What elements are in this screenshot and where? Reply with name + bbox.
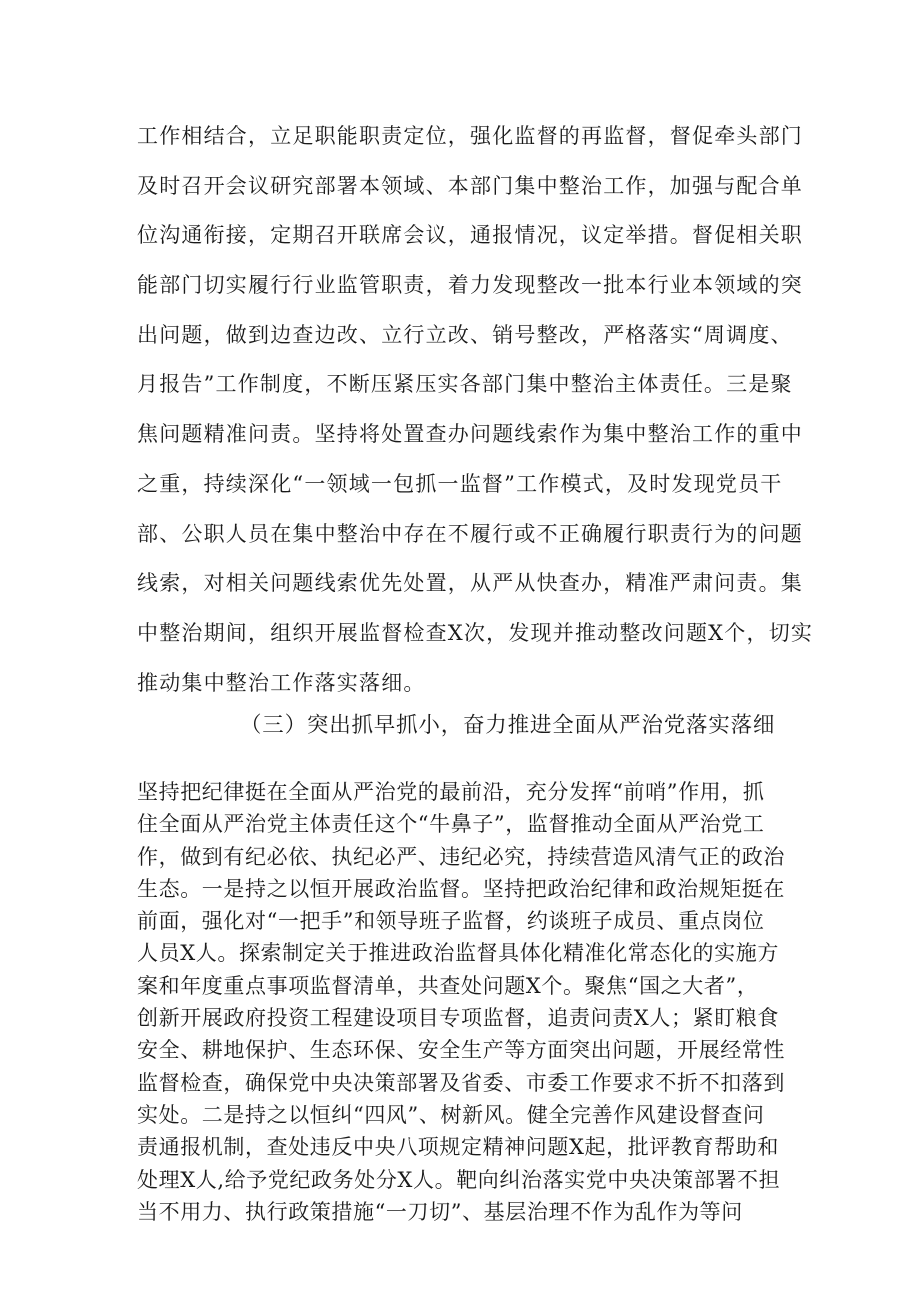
paragraph-line: 坚持把纪律挺在全面从严治党的最前沿，充分发挥“前哨”作用，抓 xyxy=(137,780,765,804)
paragraph-2 xyxy=(137,776,807,1228)
paragraph-1 xyxy=(137,112,814,708)
paragraph-line: 之重，持续深化“一领域一包抓一监督”工作模式，及时发现党员干 xyxy=(137,471,783,496)
paragraph-line: 责通报机制，查处违反中央八项规定精神问题X起，批评教育帮助和 xyxy=(137,1135,779,1160)
section-heading: （三）突出抓早抓小，奋力推进全面从严治党落实落细 xyxy=(240,713,776,738)
paragraph-line: 月报告”工作制度，不断压紧压实各部门集中整治主体责任。三是聚 xyxy=(137,372,793,397)
paragraph-line: 前面，强化对“一把手”和领导班子监督，约谈班子成员、重点岗位 xyxy=(137,909,765,934)
paragraph-line: 监督检查，确保党中央决策部署及省委、市委工作要求不折不扣落到 xyxy=(137,1070,785,1095)
paragraph-line: 住全面从严治党主体责任这个“牛鼻子”，监督推动全面从严治党工 xyxy=(137,812,765,837)
paragraph-line: 焦问题精准问责。坚持将处置查办问题线索作为集中整治工作的重中 xyxy=(137,422,803,447)
paragraph-line: 能部门切实履行行业监管职责，着力发现整改一批本行业本领域的突 xyxy=(137,273,803,298)
paragraph-line: 位沟通衔接，定期召开联席会议，通报情况，议定举措。督促相关职 xyxy=(137,223,803,248)
paragraph-line: 当不用力、执行政策措施“一刀切”、基层治理不作为乱作为等问 xyxy=(137,1199,743,1224)
paragraph-line: 工作相结合，立足职能职责定位，强化监督的再监督，督促牵头部门 xyxy=(137,124,803,148)
paragraph-line: 部、公职人员在集中整治中存在不履行或不正确履行职责行为的问题 xyxy=(137,521,803,546)
paragraph-line: 实处。二是持之以恒纠“四风”、树新风。健全完善作风建设督查问 xyxy=(137,1102,765,1127)
paragraph-line: 人员X人。探索制定关于推进政治监督具体化精准化常态化的实施方 xyxy=(137,941,779,966)
paragraph-line: 案和年度重点事项监督清单，共查处问题X个。聚焦“国之大者”， xyxy=(137,973,759,998)
paragraph-line: 创新开展政府投资工程建设项目专项监督，追责问责X人；紧盯粮食 xyxy=(137,1006,779,1031)
paragraph-line: 处理X人,给予党纪政务处分X人。靶向纠治落实党中央决策部署不担 xyxy=(137,1167,781,1192)
paragraph-line: 及时召开会议研究部署本领域、本部门集中整治工作，加强与配合单 xyxy=(137,173,803,198)
paragraph-line: 作，做到有纪必依、执纪必严、违纪必究，持续营造风清气正的政治 xyxy=(137,844,785,869)
paragraph-line: 线索，对相关问题线索优先处置，从严从快查办，精准严肃问责。集 xyxy=(137,571,803,596)
paragraph-line: 中整治期间，组织开展监督检查X次，发现并推动整改问题X个，切实 xyxy=(137,620,814,645)
paragraph-line: 安全、耕地保护、生态环保、安全生产等方面突出问题，开展经常性 xyxy=(137,1038,785,1063)
paragraph-line: 出问题，做到边查边改、立行立改、销号整改，严格落实“周调度、 xyxy=(137,322,793,347)
paragraph-line: 生态。一是持之以恒开展政治监督。坚持把政治纪律和政治规矩挺在 xyxy=(137,876,785,901)
paragraph-line: 推动集中整治工作落实落细。 xyxy=(137,670,426,695)
